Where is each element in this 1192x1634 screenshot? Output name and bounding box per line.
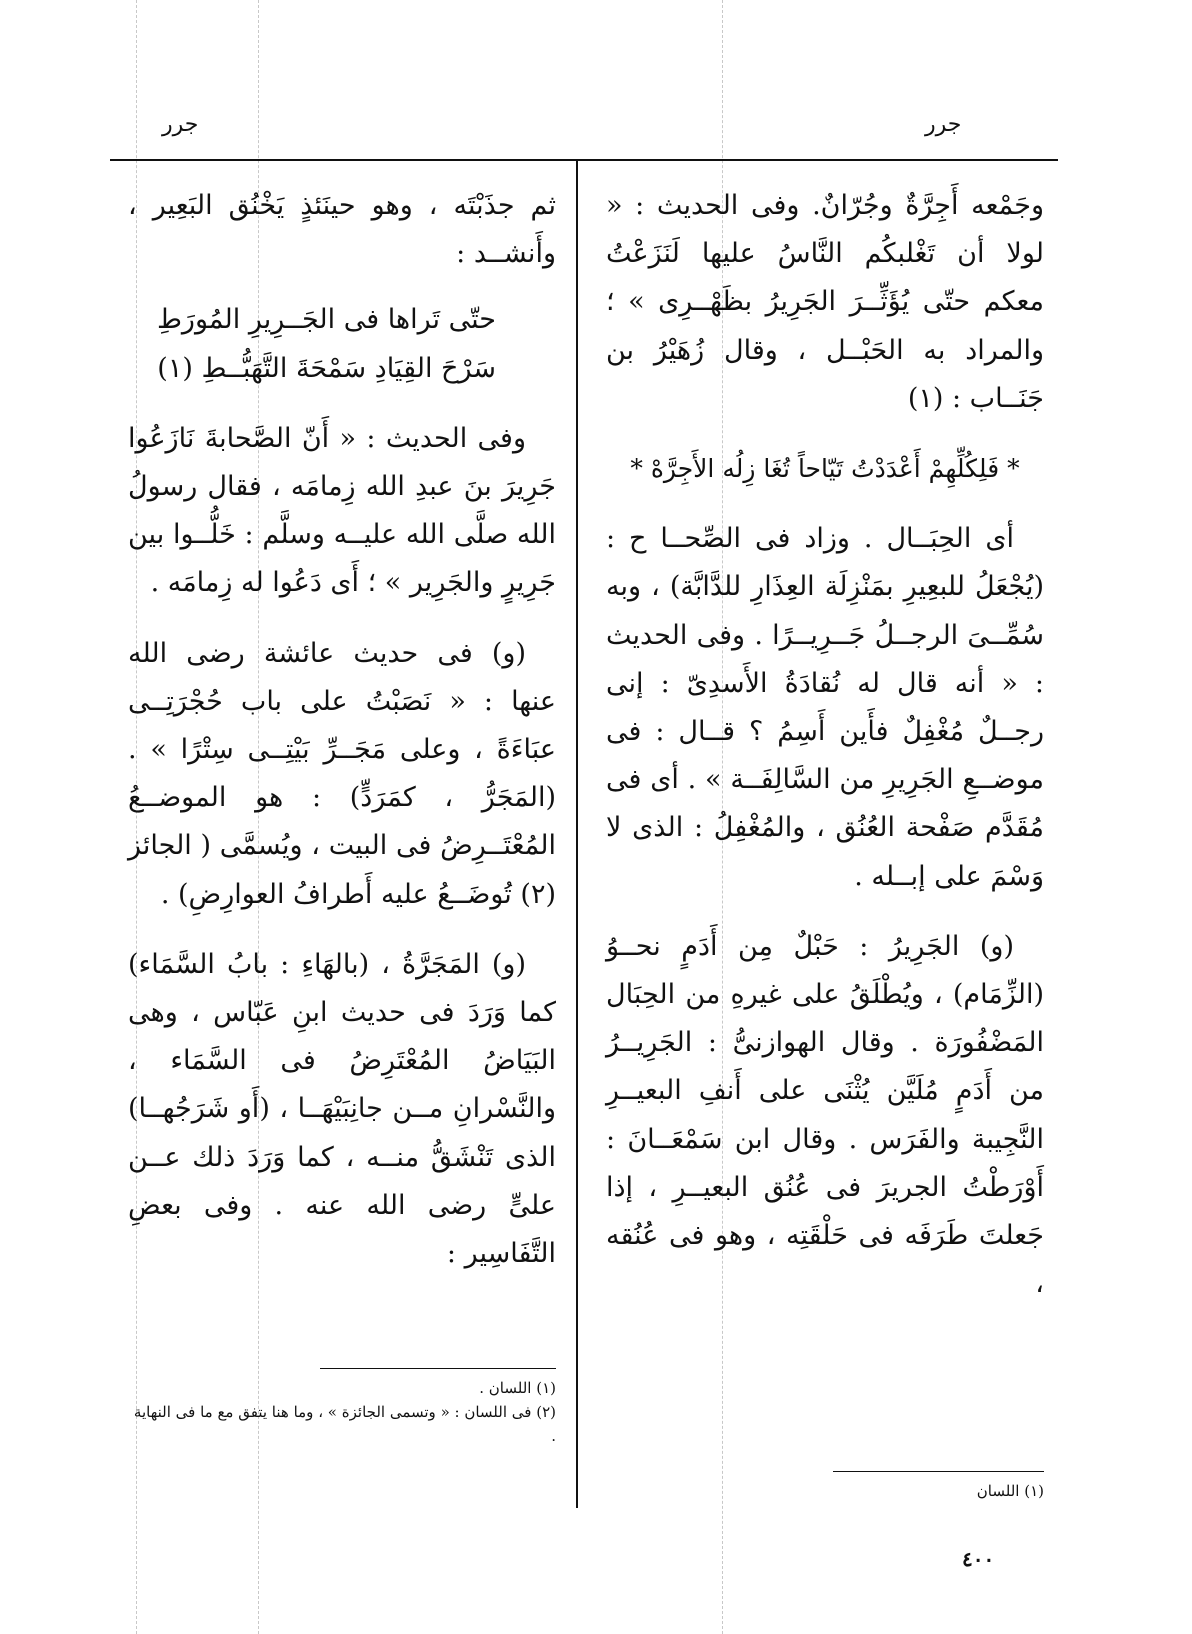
left-column <box>128 182 556 1278</box>
verse <box>128 296 556 392</box>
footnotes-left <box>128 1376 556 1448</box>
paragraph: ثم جذَبْتَه ، وهو حينَئذٍ يَخْنُق البَعِير ، وأَنشــد : <box>128 190 556 270</box>
column-divider <box>576 161 578 1508</box>
paragraph: أى الحِبَــال . وزاد فى الصِّحــا ح : (يُجْعَلُ للبعِيرِ بمَنْزِلَة العِذَارِ للدَّابَّة) ، وبه سُمِّــىَ الرجــلُ جَــرِيــرًا . وفى الحديث : « أنه قال له نُقادَةُ الأَسدِىّ : إنى رجــلٌ مُغْفِلٌ فأَين أَسِمُ ؟ قــال : فى موضــعِ الجَرِيرِ من السَّالِفَــة » . أى فى مُقَدَّم صَفْحة العُنُق ، والمُغْفِلُ : الذى لا وَسْمَ على إبــله . <box>606 523 1044 892</box>
paragraph: (و) المَجَرَّةُ ، (بالهَاءِ : بابُ السَّمَاء) كما وَرَدَ فى حديث ابنِ عَبّاس ، وهى البَيَاضُ المُعْتَرِضُ فى السَّمَاء ، والنَّسْرانِ مــن جانِبَيْهَــا ، (أَو شَرَجُهــا) الذى تَنْشَقُّ منــه ، كما وَرَدَ ذلك عــن علىٍّ رضى الله عنه . وفى بعضِ التَّفَاسِير : <box>128 948 556 1270</box>
verse-line-2: سَرْحَ القِيَادِ سَمْحَةَ التَّهَبُّــطِ (١) <box>157 352 496 384</box>
verse-line-1: حتّى تَراها فى الجَــرِيرِ المُورَطِ <box>156 304 496 336</box>
footnotes-right <box>606 1479 1044 1503</box>
verse-line: * فَلِكُلِّهِمْ أَعْدَدْتُ تَيّاحاً تُغَا زِلُه الأَجِرَّهْ * <box>630 454 1020 484</box>
paragraph: وفى الحديث : « أَنّ الصَّحابةَ نَازَعُوا جَرِيرَ بنَ عبدِ الله زِمامَه ، فقال رسولُ الله صلَّى الله عليــه وسلَّم : خَلُّــوا بين جَرِيرٍ والجَرِير » ؛ أَى دَعُوا له زِمامَه . <box>128 422 556 599</box>
header-rule <box>110 159 1058 161</box>
footnote-rule-right <box>833 1471 1044 1472</box>
running-header-left: جرر <box>162 112 199 137</box>
footnote: (١) اللسان <box>976 1482 1044 1500</box>
paragraph: وجَمْعه أَجِرَّةٌ وجُرّانٌ. وفى الحديث : « لولا أن تَغْلبكُم النَّاسُ عليها لَنَزَعْتُ معكم حتّى يُؤَثِّــرَ الجَرِيرُ بظَهْــرِى » ؛ والمراد به الحَبْــل ، وقال زُهَيْرُ بن جَنَــاب : (١) <box>606 190 1044 414</box>
page-number: ٤٠٠ <box>962 1547 995 1571</box>
running-header-right: جرر <box>925 112 962 137</box>
paragraph: (و) الجَرِيرُ : حَبْلٌ مِن أَدَمٍ نحــوُ (الزِّمَام) ، ويُطْلَقُ على غيرهِ من الحِبَال المَضْفُورَة . وقال الهوازنىُّ : الجَرِيــرُ من أَدَمٍ مُلَيَّن يُثْنَى على أَنفِ البعيــرِ النَّجِيبة والفَرَس . وقال ابن سَمْعَــانَ : أَوْرَطْتُ الجريرَ فى عُنُق البعيــرِ ، إذا جَعلتَ طَرَفَه فى حَلْقَتِه ، وهو فى عُنُقه ، <box>606 930 1044 1300</box>
right-column <box>606 182 1044 1308</box>
footnote-rule-left <box>320 1368 556 1369</box>
footnote: (٢) فى اللسان : « وتسمى الجائزة » ، وما هنا يتفق مع ما فى النهاية . <box>133 1403 556 1445</box>
paragraph: (و) فى حديث عائشة رضى الله عنها : « نَصَبْتُ على باب حُجْرَتِــى عبَاءَةً ، وعلى مَجَــرِّ بَيْتِــى سِتْرًا » . (المَجَرُّ ، كمَرَدٍّ) : هو الموضــعُ المُعْتَــرِضُ فى البيت ، ويُسمَّى ( الجائز (٢) تُوضَــعُ عليه أَطرافُ العوارِضِ) . <box>128 637 556 910</box>
footnote: (١) اللسان . <box>479 1379 556 1397</box>
